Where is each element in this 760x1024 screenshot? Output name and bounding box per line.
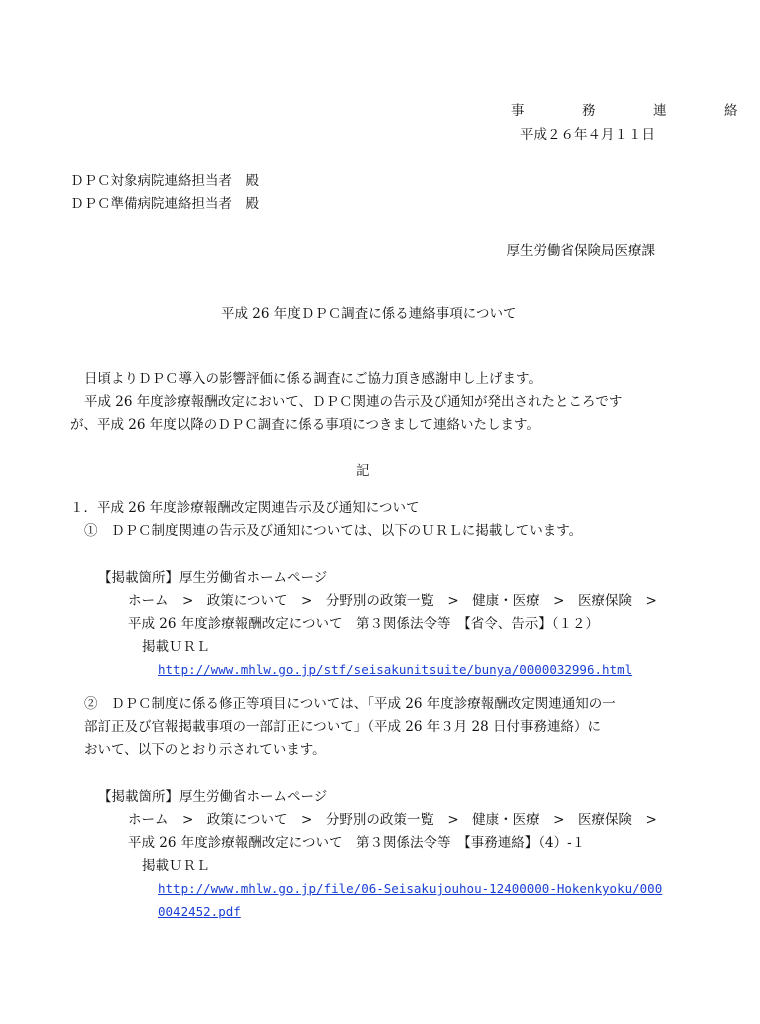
item-2-path-1: ホーム > 政策について > 分野別の政策一覧 > 健康・医療 > 医療保険 > [128,812,657,828]
notice-date: 平成２６年４月１１日 [520,127,655,143]
item-1-url-link[interactable]: http://www.mhlw.go.jp/stf/seisakunitsuite/bunya/0000032996.html [158,662,633,677]
item-1-url-label: 掲載ＵＲＬ [142,639,210,655]
intro-line-1: 日頃よりＤＰＣ導入の影響評価に係る調査にご協力頂き感謝申し上げます。 [84,371,542,387]
item-2-path-2: 平成 26 年度診療報酬改定について 第３関係法令等 【事務連絡】（4）-１ [128,835,586,851]
sender: 厚生労働省保険局医療課 [506,243,655,259]
item-1-location-label: 【掲載箇所】厚生労働省ホームページ [98,570,328,586]
notice-type: 事 務 連 絡 [511,103,760,119]
item-1-text: ① ＤＰＣ制度関連の告示及び通知については、以下のＵＲＬに掲載しています。 [84,523,583,539]
item-2-url-link-line-1[interactable]: http://www.mhlw.go.jp/file/06-Seisakujouhou-12400000-Hokenkyoku/000 [158,881,663,896]
item-2-line-2: 部訂正及び官報掲載事項の一部訂正について」（平成 26 年３月 28 日付事務連絡）に [84,719,602,735]
item-2-line-1: ② ＤＰＣ制度に係る修正等項目については、「平成 26 年度診療報酬改定関連通知の一 [84,696,616,712]
recipient-dpc-preparation: ＤＰＣ準備病院連絡担当者 殿 [70,196,259,212]
item-2-url-label: 掲載ＵＲＬ [142,858,210,874]
item-1-path-2: 平成 26 年度診療報酬改定について 第３関係法令等 【省令、告示】（１２） [128,616,599,632]
item-1-path-1: ホーム > 政策について > 分野別の政策一覧 > 健康・医療 > 医療保険 > [128,593,657,609]
ki-heading: 記 [356,463,370,479]
document-title: 平成 26 年度ＤＰＣ調査に係る連絡事項について [221,306,517,322]
recipient-dpc-target: ＤＰＣ対象病院連絡担当者 殿 [70,173,259,189]
item-2-line-3: おいて、以下のとおり示されています。 [84,742,326,758]
section-1-heading: １．平成 26 年度診療報酬改定関連告示及び通知について [70,500,420,516]
item-2-location-label: 【掲載箇所】厚生労働省ホームページ [98,789,328,805]
intro-line-3: が、平成 26 年度以降のＤＰＣ調査に係る事項につきまして連絡いたします。 [70,417,540,433]
item-2-url-link-line-2[interactable]: 0042452.pdf [158,904,241,919]
intro-line-2: 平成 26 年度診療報酬改定において、ＤＰＣ関連の告示及び通知が発出されたところです [84,394,623,410]
